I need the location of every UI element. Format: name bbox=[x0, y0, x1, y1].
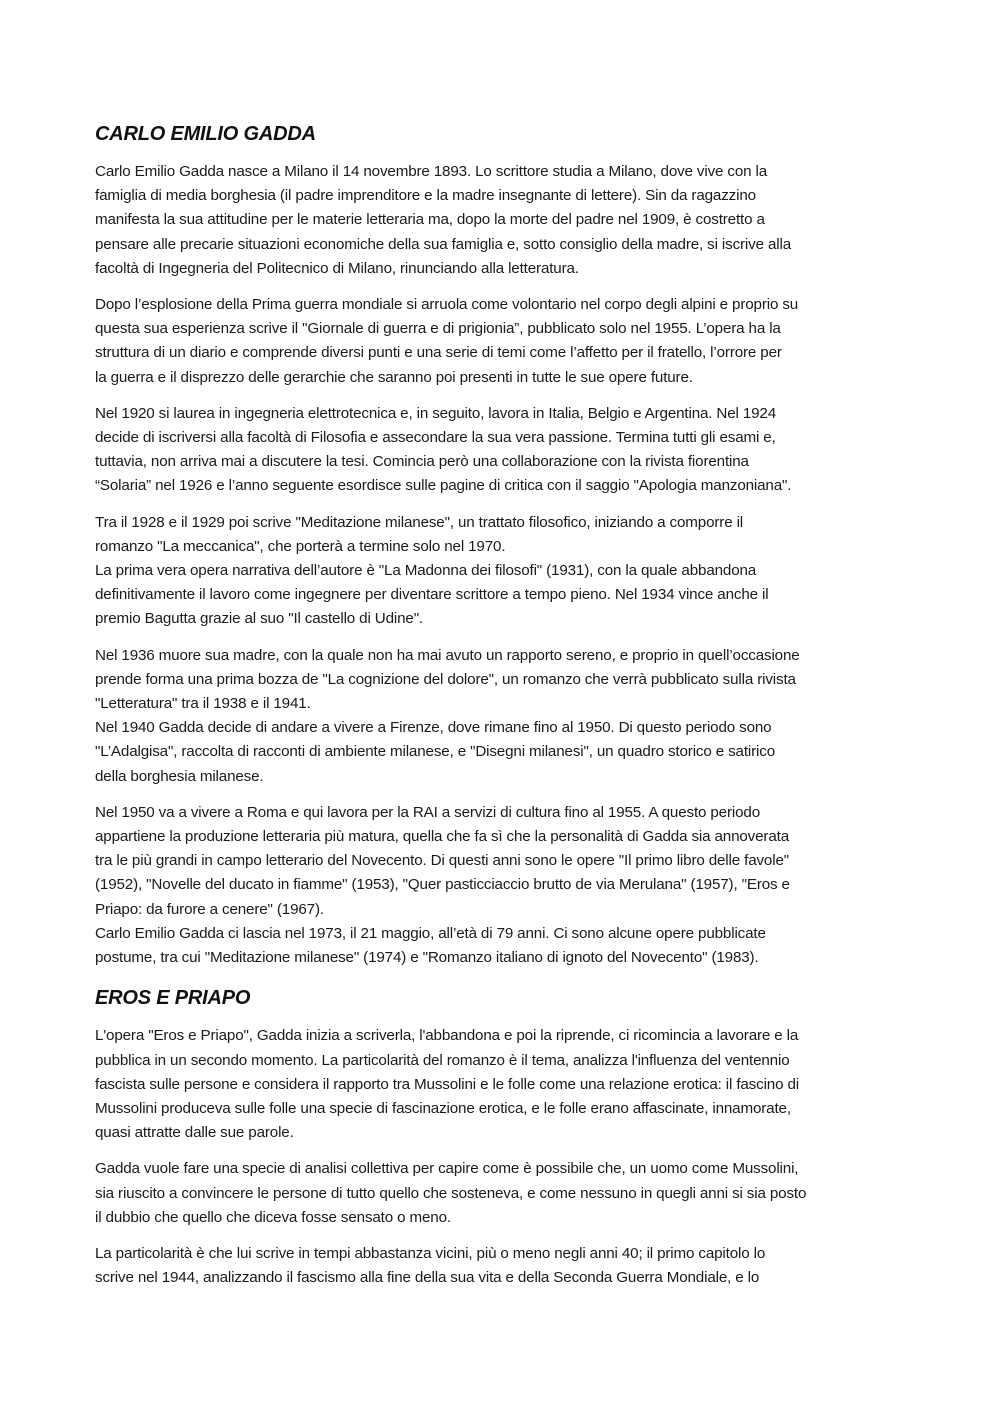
text-line: Mussolini produceva sulle folle una specie di fascinazione erotica, e le folle erano affascinate, innamorate, bbox=[95, 1099, 791, 1117]
text-line: tra le più grandi in campo letterario del Novecento. Di questi anni sono le opere "Il primo libro delle favole" bbox=[95, 852, 789, 870]
text-line: Nel 1920 si laurea in ingegneria elettrotecnica e, in seguito, lavora in Italia, Belgio e Argentina. Nel 1924 bbox=[95, 404, 777, 422]
text-line: pubblica in un secondo momento. La particolarità del romanzo è il tema, analizza l'influenza del ventennio bbox=[95, 1051, 790, 1069]
text-line: la guerra e il disprezzo delle gerarchie che saranno poi presenti in tutte le sue opere future. bbox=[95, 368, 693, 386]
text-line: struttura di un diario e comprende diversi punti e una serie di temi come l’affetto per il fratello, l’orrore per bbox=[95, 344, 782, 362]
text-line: postume, tra cui "Meditazione milanese" (1974) e "Romanzo italiano di ignoto del Novecento" (1983). bbox=[95, 949, 759, 967]
paragraph-3 bbox=[95, 402, 905, 499]
text-line: Dopo l’esplosione della Prima guerra mondiale si arruola come volontario nel corpo degli alpini e proprio su bbox=[95, 296, 799, 314]
paragraph-6 bbox=[95, 801, 905, 970]
paragraph-7 bbox=[95, 1024, 905, 1145]
text-line: Gadda vuole fare una specie di analisi collettiva per capire come è possibile che, un uomo come Mussolini, bbox=[95, 1160, 799, 1178]
text-line: quasi attratte dalle sue parole. bbox=[95, 1124, 294, 1142]
text-line: premio Bagutta grazie al suo "Il castello di Udine". bbox=[95, 610, 424, 628]
text-line: questa sua esperienza scrive il "Giornale di guerra e di prigionia”, pubblicato solo nel 1955. L’opera ha la bbox=[95, 320, 781, 338]
paragraph-8 bbox=[95, 1157, 905, 1230]
text-line: L'opera "Eros e Priapo", Gadda inizia a scriverla, l'abbandona e poi la riprende, ci ricomincia a lavorare e la bbox=[95, 1027, 799, 1045]
paragraph-9 bbox=[95, 1242, 905, 1290]
text-line: della borghesia milanese. bbox=[95, 767, 264, 785]
text-line: pensare alle precarie situazioni economiche della sua famiglia e, sotto consiglio della madre, si iscrive alla bbox=[95, 235, 791, 253]
text-line: Nel 1940 Gadda decide di andare a vivere a Firenze, dove rimane fino al 1950. Di questo periodo sono bbox=[95, 719, 772, 737]
paragraph-2 bbox=[95, 293, 905, 390]
paragraph-4 bbox=[95, 511, 905, 632]
document-page bbox=[95, 118, 905, 1302]
text-line: famiglia di media borghesia (il padre imprenditore e la madre insegnante di lettere). Sin da ragazzino bbox=[95, 187, 756, 205]
paragraph-1 bbox=[95, 160, 905, 281]
text-line: La prima vera opera narrativa dell’autore è "La Madonna dei filosofi" (1931), con la quale abbandona bbox=[95, 562, 757, 580]
text-line: (1952), "Novelle del ducato in fiamme" (1953), "Quer pasticciaccio brutto de via Merulana" (1957), "Eros e bbox=[95, 876, 790, 894]
text-line: "Letteratura" tra il 1938 e il 1941. bbox=[95, 695, 311, 713]
text-line: scrive nel 1944, analizzando il fascismo alla fine della sua vita e della Seconda Guerra Mondiale, e lo bbox=[95, 1269, 760, 1287]
heading-carlo-emilio-gadda: CARLO EMILIO GADDA bbox=[95, 123, 316, 145]
text-line: romanzo "La meccanica", che porterà a termine solo nel 1970. bbox=[95, 537, 506, 555]
text-line: definitivamente il lavoro come ingegnere per diventare scrittore a tempo pieno. Nel 1934 vince anche il bbox=[95, 586, 769, 604]
text-line: Carlo Emilio Gadda ci lascia nel 1973, il 21 maggio, all’età di 79 anni. Ci sono alcune opere pubblicate bbox=[95, 924, 766, 942]
text-line: fascista sulle persone e considera il rapporto tra Mussolini e le folle come una relazione erotica: il fascino di bbox=[95, 1075, 799, 1093]
text-line: tuttavia, non arriva mai a discutere la tesi. Comincia però una collaborazione con la rivista fiorentina bbox=[95, 453, 749, 471]
text-line: "L’Adalgisa", raccolta di racconti di ambiente milanese, e "Disegni milanesi", un quadro storico e satirico bbox=[95, 743, 776, 761]
text-line: il dubbio che quello che diceva fosse sensato o meno. bbox=[95, 1208, 451, 1226]
text-line: Nel 1950 va a vivere a Roma e qui lavora per la RAI a servizi di cultura fino al 1955. A questo periodo bbox=[95, 803, 760, 821]
text-line: manifesta la sua attitudine per le materie letteraria ma, dopo la morte del padre nel 1909, è costretto a bbox=[95, 211, 765, 229]
text-line: sia riuscito a convincere le persone di tutto quello che sosteneva, e come nessuno in quegli anni si sia posto bbox=[95, 1184, 807, 1202]
text-line: prende forma una prima bozza de "La cognizione del dolore", un romanzo che verrà pubblicato sulla rivista bbox=[95, 670, 796, 688]
text-line: La particolarità è che lui scrive in tempi abbastanza vicini, più o meno negli anni 40; il primo capitolo lo bbox=[95, 1244, 766, 1262]
text-line: Carlo Emilio Gadda nasce a Milano il 14 novembre 1893. Lo scrittore studia a Milano, dove vive con la bbox=[95, 163, 768, 180]
heading-eros-e-priapo: EROS E PRIAPO bbox=[95, 987, 251, 1010]
text-line: decide di iscriversi alla facoltà di Filosofia e assecondare la sua vera passione. Termina tutti gli esami e, bbox=[95, 429, 776, 447]
text-line: Nel 1936 muore sua madre, con la quale non ha mai avuto un rapporto sereno, e proprio in quell’occasione bbox=[95, 646, 800, 664]
text-line: Tra il 1928 e il 1929 poi scrive "Meditazione milanese", un trattato filosofico, iniziando a comporre il bbox=[95, 513, 744, 531]
paragraph-5 bbox=[95, 644, 905, 789]
text-line: appartiene la produzione letteraria più matura, quella che fa sì che la personalità di Gadda sia annoverata bbox=[95, 828, 789, 846]
text-line: “Solaria” nel 1926 e l’anno seguente esordisce sulle pagine di critica con il saggio "Apologia manzoniana". bbox=[95, 477, 792, 495]
text-line: facoltà di Ingegneria del Politecnico di Milano, rinunciando alla letteratura. bbox=[95, 259, 579, 277]
text-line: Priapo: da furore a cenere" (1967). bbox=[95, 900, 324, 918]
